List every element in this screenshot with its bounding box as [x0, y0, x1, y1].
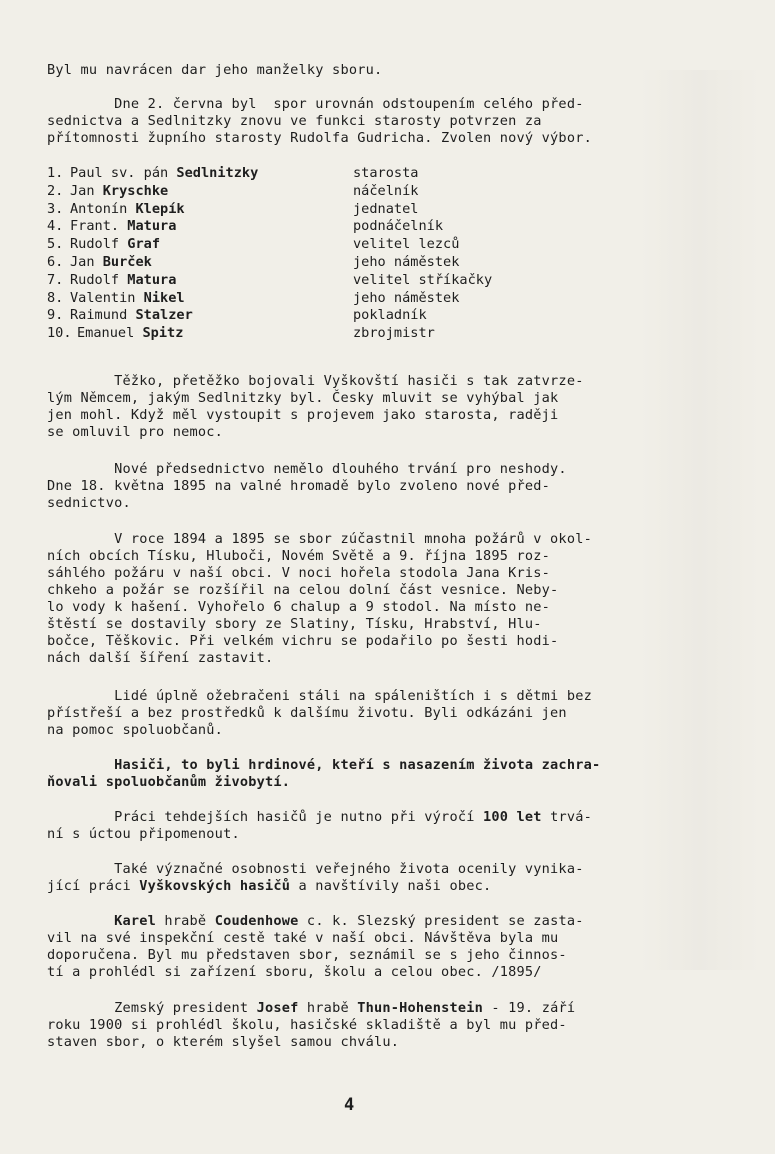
committee-row: 7. Rudolf Matura velitel stříkačky: [47, 271, 493, 288]
paragraph-thun-hohenstein: Zemský president Josef hrabě Thun-Hohenstein - 19. září roku 1900 si prohlédl školu, hasičské skladiště a byl mu před- staven sbor, o kterém slyšel samou chválu.: [47, 1000, 576, 1050]
text-line: na pomoc spoluobčanů.: [47, 722, 224, 738]
text-line: sednictvo.: [47, 495, 131, 511]
text-line: ní s úctou připomenout.: [47, 826, 240, 842]
text-line: tí a prohlédl si zařízení sboru, školu a celou obec. /1895/: [47, 964, 542, 980]
text-line: ňovali spoluobčanům živobytí.: [47, 774, 291, 790]
committee-list: [47, 165, 547, 343]
text-line: chkeho a požár se rozšířil na celou dolní část vesnice. Neby-: [47, 582, 559, 598]
paragraph-personalities: Také význačné osobnosti veřejného života ocenily vynika- jící práci Vyškovských hasičů a navštívily naši obec.: [47, 861, 584, 894]
text-line: ních obcích Tísku, Hluboči, Novém Světě a 9. října 1895 roz-: [47, 548, 551, 564]
text-line: štěstí se dostavily sbory ze Slatiny, Tísku, Hrabství, Hlu-: [47, 616, 542, 632]
committee-row: 4. Frant. Matura podnáčelník: [47, 218, 444, 235]
text-line: doporučena. Byl mu představen sbor, seznámil se s jeho činnos-: [47, 947, 567, 963]
text-line: lo vody k hašení. Vyhořelo 6 chalup a 9 stodol. Na místo ne-: [47, 599, 551, 615]
text-line: Také význačné osobnosti veřejného života ocenily vynika-: [47, 861, 584, 877]
paragraph-heroes: [47, 757, 737, 791]
text-line: Dne 2. června byl spor urovnán odstoupením celého před-: [47, 96, 584, 112]
paragraph-fires: [47, 531, 737, 667]
text-line: se omluvil pro nemoc.: [47, 424, 224, 440]
text-line: přítomnosti župního starosty Rudolfa Gudricha. Zvolen nový výbor.: [47, 130, 592, 146]
paragraph-people: [47, 688, 737, 739]
text-line: staven sbor, o kterém slyšel samou chválu.: [47, 1034, 400, 1050]
text-line: Lidé úplně ožebračeni stáli na spáleništích i s dětmi bez: [47, 688, 592, 704]
committee-row: 1. Paul sv. pán Sedlnitzky starosta: [47, 165, 419, 181]
text-line: přístřeší a bez prostředků k dalšímu životu. Byli odkázáni jen: [47, 705, 567, 721]
committee-row: 6. Jan Burček jeho náměstek: [47, 253, 460, 270]
committee-row: 9. Raimund Stalzer pokladník: [47, 307, 427, 324]
paragraph-coudenhowe: Karel hrabě Coudenhowe c. k. Slezský president se zasta- vil na své inspekční cestě také v naší obci. Návštěva byla mu doporučena. Byl mu představen sbor, seznámil se s jeho činnos- tí a prohlédl si zařízení sboru, školu a celou obec. /1895/: [47, 913, 584, 980]
page-number: 4: [344, 1095, 355, 1115]
committee-row: 5. Rudolf Graf velitel lezců: [47, 236, 460, 253]
text-line: jen mohl. Když měl vystoupit s projevem jako starosta, raději: [47, 407, 559, 423]
paragraph-new-board: [47, 461, 737, 512]
committee-row: 3. Antonín Klepík jednatel: [47, 200, 419, 217]
committee-row: 8. Valentin Nikel jeho náměstek: [47, 289, 460, 306]
text-line: Dne 18. května 1895 na valné hromadě bylo zvoleno nové před-: [47, 478, 551, 494]
text-line: lým Němcem, jakým Sedlnitzky byl. Česky mluvit se vyhýbal jak: [47, 390, 559, 406]
text-line: roku 1900 si prohlédl školu, hasičské skladiště a byl mu před-: [47, 1017, 567, 1033]
text-line: Nové předsednictvo nemělo dlouhého trvání pro neshody.: [47, 461, 567, 477]
intro-line: [47, 62, 737, 79]
text-line: sáhlého požáru v naší obci. V noci hořela stodola Jana Kris-: [47, 565, 551, 581]
paragraph-june-dispute: [47, 96, 737, 147]
text-line: Byl mu navrácen dar jeho manželky sboru.: [47, 62, 383, 78]
text-line: Těžko, přetěžko bojovali Vyškovští hasiči s tak zatvrze-: [47, 373, 584, 389]
committee-row: 10. Emanuel Spitz zbrojmistr: [47, 325, 435, 342]
text-line: bočce, Těškovic. Při velkém vichru se podařilo po šesti hodi-: [47, 633, 559, 649]
committee-row: 2. Jan Kryschke náčelník: [47, 182, 419, 199]
paragraph-anniversary: Práci tehdejších hasičů je nutno při výročí 100 let trvá- ní s úctou připomenout.: [47, 809, 592, 842]
text-line: V roce 1894 a 1895 se sbor zúčastnil mnoha požárů v okol-: [47, 531, 592, 547]
text-line: Hasiči, to byli hrdinové, kteří s nasazením života zachra-: [47, 757, 601, 773]
text-line: vil na své inspekční cestě také v naší obci. Návštěva byla mu: [47, 930, 559, 946]
text-line: sednictva a Sedlnitzky znovu ve funkci starosty potvrzen za: [47, 113, 542, 129]
paragraph-sedlnitzky: [47, 373, 737, 441]
text-line: nách další šíření zastavit.: [47, 650, 274, 666]
